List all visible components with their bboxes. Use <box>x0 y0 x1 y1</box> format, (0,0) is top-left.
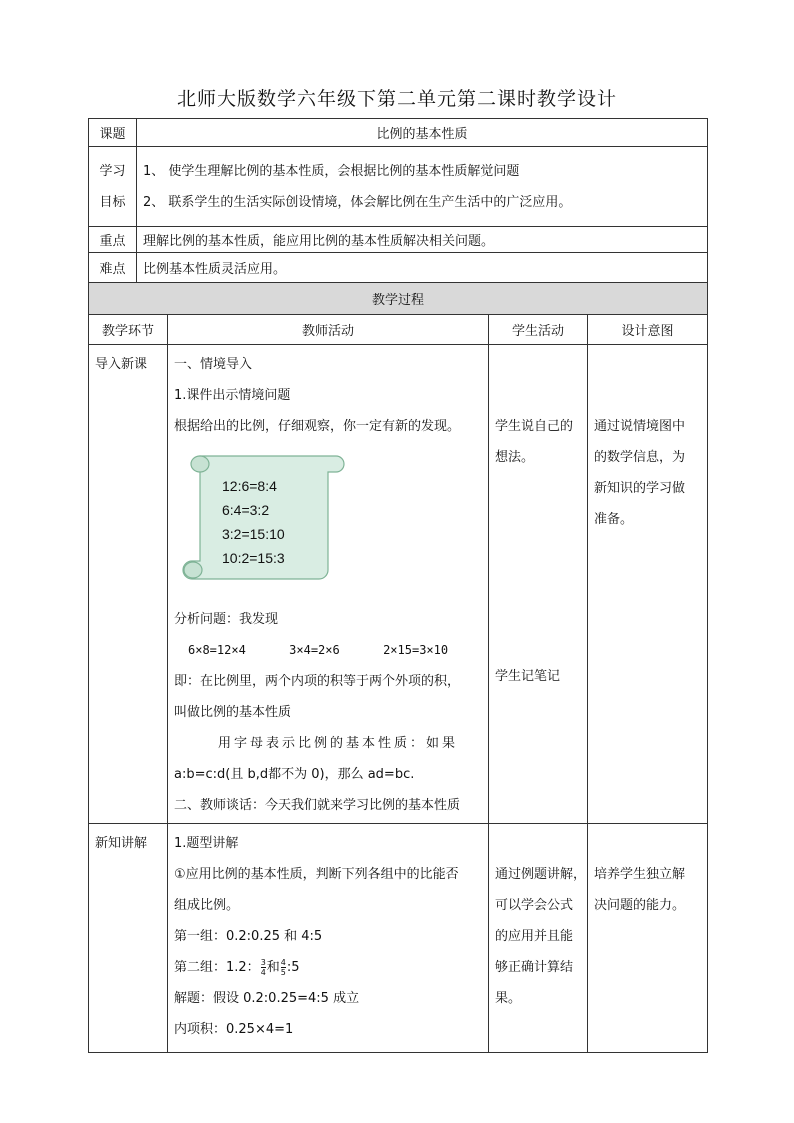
group-two-line <box>174 952 482 983</box>
formula-line: 6×8=12×4 3×4=2×6 2×15=3×10 <box>188 643 449 657</box>
text-line: 决问题的能力。 <box>594 898 686 913</box>
text-line: 解题：假设 0.2:0.25=4:5 成立 <box>174 991 360 1006</box>
text-span: 和 <box>266 960 280 975</box>
text-line: ①应用比例的基本性质，判断下列各组中的比能否 <box>174 867 459 882</box>
text-line: 用字母表示比例的基本性质：如果 <box>218 736 459 751</box>
text-line: 够正确计算结 <box>495 960 574 975</box>
goals-value <box>137 147 708 227</box>
text-line: 学生说自己的 <box>495 419 574 434</box>
text-line: 可以学会公式 <box>495 898 574 913</box>
text-line: 1.题型讲解 <box>174 836 239 851</box>
text-line: 的应用并且能 <box>495 929 574 944</box>
text-line: 的数学信息，为 <box>594 450 686 465</box>
lesson-plan-table <box>88 118 708 1053</box>
key-label: 重点 <box>89 227 137 253</box>
topic-value: 比例的基本性质 <box>137 119 708 147</box>
text-line: 组成比例。 <box>174 898 240 913</box>
text-span: 第二组：1.2： <box>174 960 260 975</box>
fraction <box>281 958 286 977</box>
text-line: 学生记笔记 <box>495 669 561 684</box>
text-line: 即：在比例里，两个内项的积等于两个外项的积， <box>174 674 461 689</box>
scroll-icon <box>178 446 348 596</box>
stage-newknow <box>89 824 168 1053</box>
text-line: 通过说情境图中 <box>594 419 686 434</box>
column-header-student: 学生活动 <box>489 315 588 345</box>
text-line: 培养学生独立解 <box>594 867 686 882</box>
intent-intro <box>588 345 708 824</box>
ratio-scroll-figure <box>178 446 482 596</box>
text-line: 新知识的学习做 <box>594 481 686 496</box>
student-activity-intro <box>489 345 588 824</box>
stage-newknow-label: 新知讲解 <box>95 836 148 851</box>
fraction-numerator: 4 <box>280 958 286 967</box>
key-value: 理解比例的基本性质，能应用比例的基本性质解决相关问题。 <box>137 227 708 253</box>
text-span: :5 <box>286 960 300 975</box>
text-line: 分析问题：我发现 <box>174 612 279 627</box>
column-header-teacher: 教师活动 <box>168 315 489 345</box>
difficulty-label: 难点 <box>89 253 137 283</box>
process-section-title: 教学过程 <box>89 283 708 315</box>
teacher-activity-intro <box>168 345 489 824</box>
goals-label <box>89 147 137 227</box>
document-title: 北师大版数学六年级下第二单元第二课时教学设计 <box>176 88 617 110</box>
goal-item: 1、 使学生理解比例的基本性质，会根据比例的基本性质解觉问题 <box>143 163 520 179</box>
scroll-ratio: 3:2=15:10 <box>222 526 285 542</box>
text-line: 一、情境导入 <box>174 357 253 372</box>
text-line: 内项积：0.25×4=1 <box>174 1022 294 1037</box>
topic-label: 课题 <box>89 119 137 147</box>
fraction-denominator: 4 <box>260 968 266 977</box>
scroll-ratio: 10:2=15:3 <box>222 550 285 566</box>
text-line: 准备。 <box>594 512 634 527</box>
text-line: 根据给出的比例，仔细观察，你一定有新的发现。 <box>174 419 461 434</box>
teacher-activity-newknow <box>168 824 489 1053</box>
text-line: 果。 <box>495 991 522 1006</box>
goals-label-line-1: 学习 <box>99 163 126 179</box>
scroll-ratio: 12:6=8:4 <box>222 478 277 494</box>
student-activity-newknow <box>489 824 588 1053</box>
text-line: 叫做比例的基本性质 <box>174 705 292 720</box>
text-line: 想法。 <box>495 450 535 465</box>
fraction-denominator: 5 <box>280 968 286 977</box>
intent-newknow <box>588 824 708 1053</box>
column-header-stage: 教学环节 <box>89 315 168 345</box>
fraction-numerator: 3 <box>260 958 266 967</box>
text-line: 第一组：0.2:0.25 和 4:5 <box>174 929 323 944</box>
stage-intro <box>89 345 168 824</box>
scroll-ratio: 6:4=3:2 <box>222 502 270 518</box>
text-line: 二、教师谈话：今天我们就来学习比例的基本性质 <box>174 798 461 813</box>
column-header-intent: 设计意图 <box>588 315 708 345</box>
goals-label-line-2: 目标 <box>99 194 126 210</box>
text-line: 通过例题讲解， <box>495 867 587 882</box>
fraction <box>261 958 266 977</box>
stage-intro-label: 导入新课 <box>95 357 148 372</box>
text-line: a:b=c:d(且 b,d都不为 0)，那么 ad=bc. <box>174 767 415 782</box>
goal-item: 2、 联系学生的生活实际创设情境，体会解比例在生产生活中的广泛应用。 <box>143 194 572 210</box>
difficulty-value: 比例基本性质灵活应用。 <box>137 253 708 283</box>
text-line: 1.课件出示情境问题 <box>174 388 291 403</box>
